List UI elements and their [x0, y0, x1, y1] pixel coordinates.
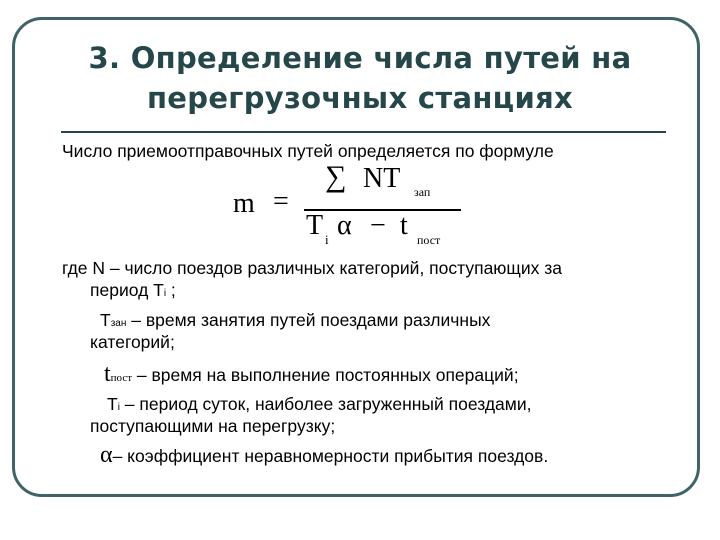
tzan-description: – время занятия путей поездами различных: [126, 310, 491, 330]
title-line-1: 3. Определение числа путей на: [88, 41, 632, 75]
period-label: период T: [90, 280, 164, 300]
denominator-T: T: [306, 210, 324, 241]
numerator-subscript: зап: [414, 185, 431, 199]
alpha-description: – коэффициент неравномерности прибытия поездов.: [112, 446, 549, 466]
text-line-1: где N – число поездов различных категорий, поступающих за: [62, 258, 562, 278]
tpost-subscript: пост: [110, 372, 133, 384]
text-line-8: [100, 444, 548, 467]
denominator-t: t: [400, 210, 408, 241]
title-divider: [61, 131, 666, 133]
denominator-alpha: α: [337, 210, 352, 241]
tzan-subscript: зан: [110, 318, 127, 329]
ti-description: – период суток, наиболее загруженный поездами,: [119, 394, 532, 414]
alpha-symbol: α: [100, 442, 113, 468]
formula-equals: =: [273, 186, 289, 217]
text-line-2: [90, 279, 176, 305]
period-subscript: i: [163, 288, 167, 299]
denominator-subscript: пост: [417, 233, 441, 247]
formula-numerator: NT: [363, 163, 401, 194]
tpost-symbol: t: [104, 361, 111, 387]
ti-subscript: i: [117, 402, 120, 413]
sum-symbol: ∑: [325, 160, 347, 193]
slide-title: [40, 38, 680, 118]
text-line-5: [104, 363, 519, 389]
denominator-i: i: [325, 232, 329, 247]
text-line-7: поступающими на перегрузку;: [90, 416, 336, 436]
ti-label: T: [107, 394, 118, 414]
tzan-label: T: [100, 310, 111, 330]
formula-lhs: m: [233, 188, 255, 219]
period-suffix: ;: [166, 280, 176, 300]
text-line-4: категорий;: [90, 332, 175, 352]
intro-text: Число приемоотправочных путей определяется по формуле: [62, 141, 554, 161]
title-line-2: перегрузочных станциях: [146, 81, 574, 115]
tpost-description: – время на выполнение постоянных операций;: [132, 365, 519, 385]
denominator-minus: −: [370, 210, 386, 241]
